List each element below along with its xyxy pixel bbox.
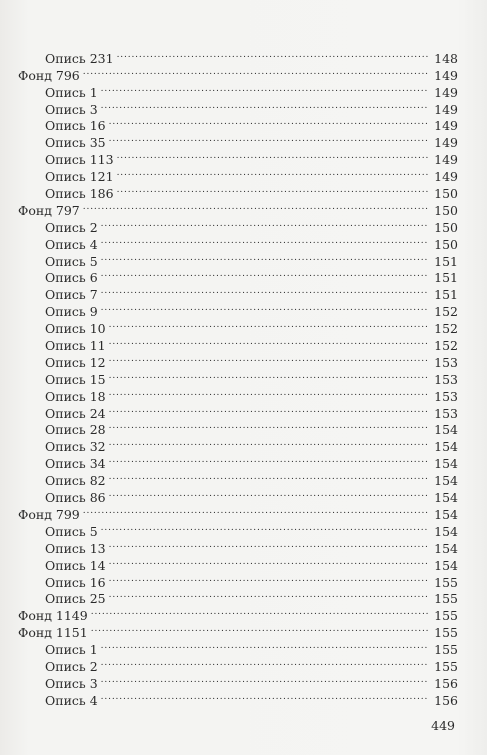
toc-entry-label: Опись 3 [45, 101, 98, 117]
toc-entry-page: 156 [434, 675, 458, 691]
toc-entry-label: Опись 4 [45, 692, 98, 708]
dot-leader [117, 147, 429, 164]
toc-entry-page: 148 [434, 50, 458, 66]
toc-entry-page: 150 [434, 186, 458, 202]
toc-entry-page: 155 [434, 642, 458, 658]
toc-entry-label: Опись 32 [45, 439, 106, 455]
toc-entry-label: Опись 10 [45, 321, 106, 337]
toc-entry-label: Опись 34 [45, 456, 106, 472]
dot-leader [109, 114, 429, 131]
toc-entry-label: Опись 13 [45, 540, 106, 556]
toc-entry-page: 155 [434, 625, 458, 641]
table-of-contents [18, 46, 458, 708]
toc-entry-page: 153 [434, 388, 458, 404]
toc-entry-page: 153 [434, 371, 458, 387]
toc-entry-label: Опись 28 [45, 422, 106, 438]
dot-leader [101, 299, 429, 316]
dot-leader [109, 536, 429, 553]
dot-leader [101, 266, 429, 283]
dot-leader [109, 350, 429, 367]
toc-entry-label: Опись 1 [45, 642, 98, 658]
toc-entry-page: 149 [434, 118, 458, 134]
dot-leader [101, 232, 429, 249]
dot-leader [101, 671, 429, 688]
page-number: 449 [431, 718, 455, 733]
dot-leader [83, 502, 429, 519]
dot-leader [101, 282, 429, 299]
toc-entry-page: 154 [434, 422, 458, 438]
dot-leader [109, 570, 429, 587]
toc-entry-opis [18, 80, 458, 100]
toc-entry-label: Фонд 797 [18, 202, 80, 218]
dot-leader [83, 63, 429, 80]
toc-entry-page: 149 [434, 101, 458, 117]
toc-entry-label: Опись 2 [45, 658, 98, 674]
toc-entry-page: 155 [434, 658, 458, 674]
dot-leader [83, 198, 429, 215]
dot-leader [109, 485, 429, 502]
toc-entry-label: Опись 2 [45, 219, 98, 235]
toc-entry-label: Опись 5 [45, 523, 98, 539]
toc-entry-page: 154 [434, 557, 458, 573]
toc-entry-label: Опись 1 [45, 84, 98, 100]
toc-entry-label: Опись 16 [45, 574, 106, 590]
toc-entry-label: Опись 11 [45, 338, 106, 354]
toc-entry-label: Опись 82 [45, 473, 106, 489]
toc-entry-label: Опись 3 [45, 675, 98, 691]
toc-entry-fond [18, 502, 458, 522]
toc-entry-page: 149 [434, 135, 458, 151]
dot-leader [109, 316, 429, 333]
dot-leader [91, 620, 429, 637]
toc-entry-label: Опись 4 [45, 236, 98, 252]
toc-entry-label: Опись 7 [45, 287, 98, 303]
dot-leader [109, 434, 429, 451]
toc-entry-page: 152 [434, 338, 458, 354]
toc-entry-page: 152 [434, 304, 458, 320]
dot-leader [109, 468, 429, 485]
toc-entry-page: 154 [434, 456, 458, 472]
toc-entry-label: Опись 18 [45, 388, 106, 404]
toc-entry-page: 150 [434, 219, 458, 235]
toc-entry-opis [18, 519, 458, 539]
toc-entry-label: Фонд 1149 [18, 608, 88, 624]
dot-leader [109, 333, 429, 350]
dot-leader [101, 637, 429, 654]
toc-entry-label: Опись 35 [45, 135, 106, 151]
toc-entry-page: 155 [434, 608, 458, 624]
dot-leader [109, 418, 429, 435]
dot-leader [109, 451, 429, 468]
toc-entry-fond [18, 198, 458, 218]
toc-entry-label: Опись 121 [45, 169, 114, 185]
dot-leader [117, 46, 429, 63]
toc-entry-page: 150 [434, 202, 458, 218]
dot-leader [101, 519, 429, 536]
toc-entry-label: Опись 25 [45, 591, 106, 607]
toc-entry-page: 149 [434, 169, 458, 185]
dot-leader [101, 97, 429, 114]
toc-entry-label: Опись 186 [45, 186, 114, 202]
toc-entry-page: 155 [434, 574, 458, 590]
toc-entry-page: 149 [434, 67, 458, 83]
toc-entry-label: Фонд 799 [18, 506, 80, 522]
toc-entry-label: Опись 231 [45, 50, 114, 66]
toc-entry-label: Фонд 796 [18, 67, 80, 83]
dot-leader [109, 401, 429, 418]
dot-leader [109, 587, 429, 604]
toc-entry-page: 154 [434, 523, 458, 539]
toc-entry-opis [18, 215, 458, 235]
toc-entry-label: Опись 16 [45, 118, 106, 134]
dot-leader [101, 249, 429, 266]
toc-entry-page: 149 [434, 152, 458, 168]
dot-leader [101, 654, 429, 671]
toc-entry-opis [18, 46, 458, 66]
toc-entry-page: 154 [434, 490, 458, 506]
toc-entry-label: Опись 14 [45, 557, 106, 573]
toc-entry-page: 154 [434, 540, 458, 556]
dot-leader [91, 603, 429, 620]
dot-leader [101, 215, 429, 232]
toc-entry-page: 156 [434, 692, 458, 708]
toc-entry-page: 153 [434, 354, 458, 370]
toc-entry-label: Опись 24 [45, 405, 106, 421]
toc-entry-label: Опись 12 [45, 354, 106, 370]
toc-entry-page: 150 [434, 236, 458, 252]
dot-leader [101, 688, 429, 705]
dot-leader [101, 80, 429, 97]
toc-entry-label: Опись 6 [45, 270, 98, 286]
toc-entry-page: 152 [434, 321, 458, 337]
toc-entry-page: 151 [434, 287, 458, 303]
toc-entry-page: 154 [434, 506, 458, 522]
toc-entry-fond [18, 63, 458, 83]
toc-entry-label: Фонд 1151 [18, 625, 88, 641]
dot-leader [109, 367, 429, 384]
toc-entry-page: 155 [434, 591, 458, 607]
dot-leader [109, 384, 429, 401]
toc-entry-label: Опись 86 [45, 490, 106, 506]
dot-leader [109, 130, 429, 147]
toc-entry-page: 151 [434, 270, 458, 286]
toc-entry-page: 153 [434, 405, 458, 421]
dot-leader [117, 164, 429, 181]
toc-entry-page: 154 [434, 439, 458, 455]
dot-leader [117, 181, 429, 198]
dot-leader [109, 553, 429, 570]
toc-entry-page: 151 [434, 253, 458, 269]
toc-entry-page: 154 [434, 473, 458, 489]
toc-entry-label: Опись 113 [45, 152, 114, 168]
toc-entry-label: Опись 15 [45, 371, 106, 387]
toc-entry-label: Опись 9 [45, 304, 98, 320]
toc-entry-label: Опись 5 [45, 253, 98, 269]
toc-entry-page: 149 [434, 84, 458, 100]
